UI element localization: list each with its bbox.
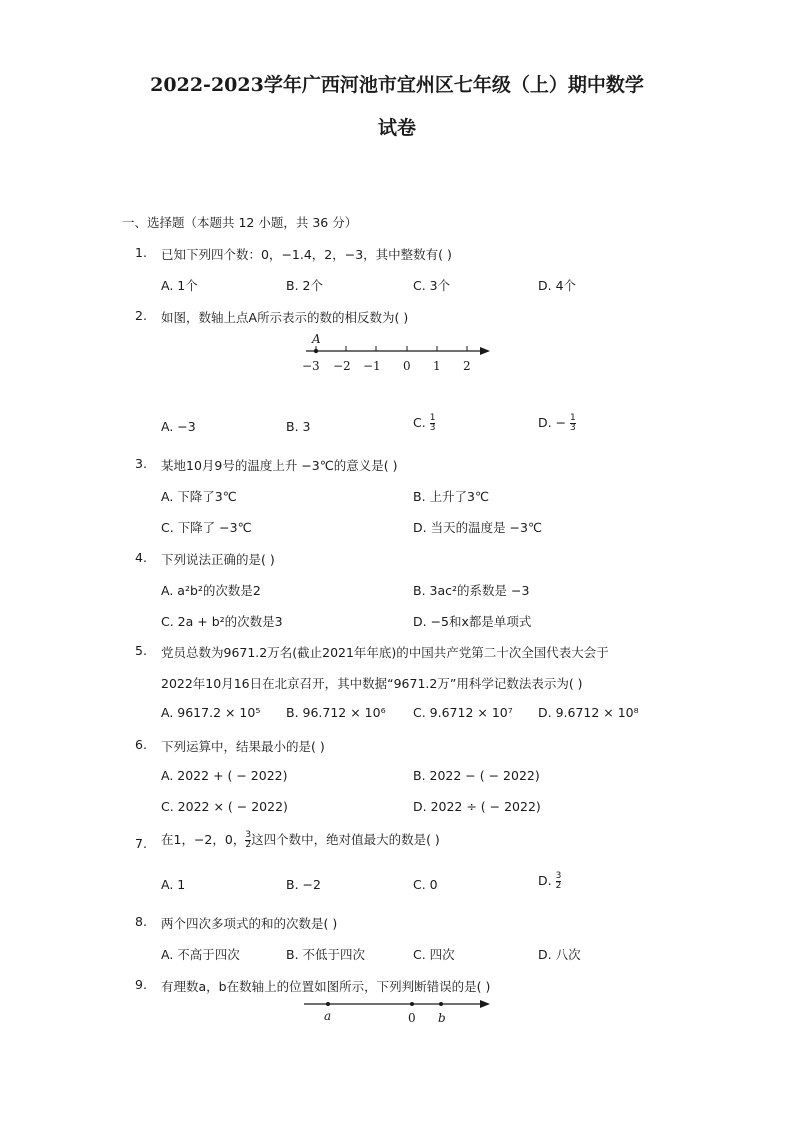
- question-stem: 党员总数为9671.2万名(截止2021年年底)的中国共产党第二十次全国代表大会于: [161, 645, 609, 660]
- tick-label: −3: [302, 359, 320, 373]
- point-a-label: A: [312, 332, 321, 346]
- option-c: C. 3个: [413, 278, 451, 293]
- question-number: 5.: [135, 643, 147, 658]
- question-stem: 两个四次多项式的和的次数是( ): [161, 916, 338, 931]
- option-d: D. 当天的温度是 −3℃: [413, 520, 543, 535]
- fraction: $\frac{3}{2}$: [555, 871, 562, 891]
- question-stem: 某地10月9号的温度上升 −3℃的意义是( ): [161, 458, 398, 473]
- number-line-figure: [298, 994, 498, 1026]
- tick-label: 2: [463, 359, 471, 373]
- option-d: D. −5和x都是单项式: [413, 614, 532, 629]
- number-line-figure: [298, 332, 498, 378]
- question-number: 4.: [135, 550, 147, 565]
- option-c: C. 0: [413, 877, 438, 892]
- origin-label: 0: [408, 1011, 416, 1025]
- option-d: D. 9.6712 × 10⁸: [538, 705, 639, 720]
- question-number: 2.: [135, 308, 147, 323]
- option-b: B. 2个: [286, 278, 323, 293]
- option-d: D. − $\frac{1}{3}$: [538, 413, 576, 433]
- option-b: B. 96.712 × 10⁶: [286, 705, 386, 720]
- point-a-dot: [326, 1002, 330, 1006]
- origin-dot: [410, 1002, 414, 1006]
- point-a-dot: [314, 349, 318, 353]
- tick-label: −2: [333, 359, 351, 373]
- question-number: 7.: [135, 836, 147, 851]
- option-c: C. 2a + b²的次数是3: [161, 614, 283, 629]
- tick-label: −1: [363, 359, 381, 373]
- question-number: 8.: [135, 914, 147, 929]
- question-stem: 下列说法正确的是( ): [161, 552, 275, 567]
- option-a: A. 下降了3℃: [161, 489, 237, 504]
- option-d: D. 4个: [538, 278, 577, 293]
- option-c: C. $\frac{1}{3}$: [413, 413, 436, 433]
- option-a: A. 1个: [161, 278, 198, 293]
- option-b: B. 上升了3℃: [413, 489, 490, 504]
- option-a: A. a²b²的次数是2: [161, 583, 261, 598]
- option-b: B. 3ac²的系数是 −3: [413, 583, 530, 598]
- option-a: A. 2022 + ( − 2022): [161, 768, 288, 783]
- option-a: A. 不高于四次: [161, 947, 240, 962]
- option-c: C. 2022 × ( − 2022): [161, 799, 288, 814]
- fraction: $\frac{3}{2}$: [245, 830, 252, 850]
- point-b-dot: [439, 1002, 443, 1006]
- question-stem: 有理数a，b在数轴上的位置如图所示，下列判断错误的是( ): [161, 979, 491, 994]
- point-b-label: b: [438, 1011, 446, 1025]
- page-title-line1: 2022-2023学年广西河池市宜州区七年级（上）期中数学: [150, 74, 644, 96]
- option-b: B. 2022 − ( − 2022): [413, 768, 540, 783]
- fraction: $\frac{1}{3}$: [570, 413, 576, 433]
- question-number: 6.: [135, 737, 147, 752]
- option-d: D. 八次: [538, 947, 581, 962]
- question-stem-line2: 2022年10月16日在北京召开，其中数据“9671.2万”用科学记数法表示为( ): [161, 676, 583, 691]
- option-b: B. 3: [286, 419, 311, 434]
- fraction: $\frac{1}{3}$: [429, 413, 436, 433]
- page-title-line2: 试卷: [377, 117, 416, 139]
- question-stem: 在1，−2，0， $\frac{3}{2}$ 这四个数中，绝对值最大的数是( ): [161, 830, 440, 850]
- option-a: A. 9617.2 × 10⁵: [161, 705, 261, 720]
- question-number: 3.: [135, 456, 147, 471]
- option-b: B. 不低于四次: [286, 947, 366, 962]
- tick-label: 1: [433, 359, 441, 373]
- question-number: 1.: [135, 245, 147, 260]
- option-a: A. −3: [161, 419, 196, 434]
- option-c: C. 下降了 −3℃: [161, 520, 252, 535]
- point-a-label: a: [324, 1009, 332, 1023]
- section-heading: 一、选择题（本题共 12 小题，共 36 分）: [122, 215, 358, 230]
- question-stem: 如图，数轴上点A所示表示的数的相反数为( ): [161, 310, 409, 325]
- option-b: B. −2: [286, 877, 321, 892]
- tick-label: 0: [403, 359, 411, 373]
- option-c: C. 四次: [413, 947, 455, 962]
- option-d: D. $\frac{3}{2}$: [538, 871, 562, 891]
- question-stem: 已知下列四个数：0，−1.4，2，−3，其中整数有( ): [161, 247, 452, 262]
- option-d: D. 2022 ÷ ( − 2022): [413, 799, 541, 814]
- option-c: C. 9.6712 × 10⁷: [413, 705, 513, 720]
- option-a: A. 1: [161, 877, 186, 892]
- question-number: 9.: [135, 977, 147, 992]
- question-stem: 下列运算中，结果最小的是( ): [161, 739, 325, 754]
